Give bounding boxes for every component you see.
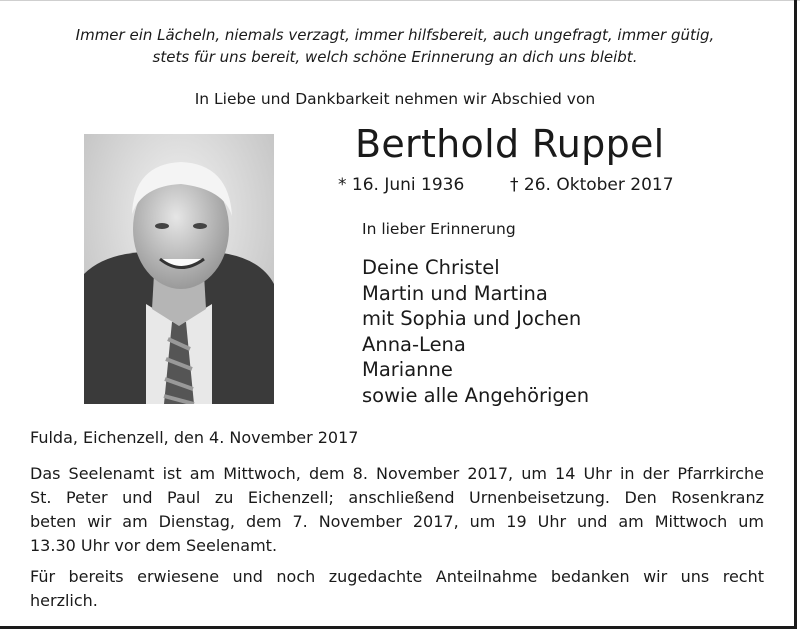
- mourner: Marianne: [362, 358, 453, 381]
- mourner: Martin und Martina: [362, 281, 548, 305]
- service-line: 13.30 Uhr vor dem Seelenamt.: [30, 536, 278, 555]
- mourner: Anna-Lena: [362, 332, 466, 356]
- thanks-line: Für bereits erwiesene und noch zugedachte Anteilnahme bedanken wir uns recht: [30, 567, 764, 586]
- thanks-paragraph: [30, 565, 764, 613]
- portrait-image: [84, 134, 274, 404]
- mourners-list: [362, 255, 589, 408]
- service-line: St. Peter und Paul zu Eichenzell; anschließend Urnenbeisetzung. Den Rosenkranz: [30, 488, 764, 507]
- place-date: Fulda, Eichenzell, den 4. November 2017: [30, 428, 359, 447]
- thanks-line: herzlich.: [30, 591, 98, 610]
- memory-label: In lieber Erinnerung: [362, 220, 516, 238]
- death-date: † 26. Oktober 2017: [510, 175, 674, 195]
- service-line: beten wir am Dienstag, dem 7. November 2017, um 19 Uhr und am Mittwoch um: [30, 512, 764, 531]
- motto-line-2: stets für uns bereit, welch schöne Erinnerung an dich uns bleibt.: [152, 48, 638, 66]
- motto-line-1: Immer ein Lächeln, niemals verzagt, immer hilfsbereit, auch ungefragt, immer gütig,: [75, 26, 715, 44]
- intro-text: In Liebe und Dankbarkeit nehmen wir Abschied von: [194, 90, 596, 108]
- portrait-photo: [84, 134, 274, 404]
- mourner: mit Sophia und Jochen: [362, 307, 582, 330]
- mourner: Deine Christel: [362, 256, 500, 279]
- birth-date: * 16. Juni 1936: [338, 175, 465, 195]
- mourner: sowie alle Angehörigen: [362, 383, 590, 407]
- service-paragraph: [30, 462, 764, 558]
- service-line: Das Seelenamt ist am Mittwoch, dem 8. November 2017, um 14 Uhr in der Pfarrkirche: [30, 464, 764, 483]
- deceased-name: Berthold Ruppel: [355, 122, 665, 166]
